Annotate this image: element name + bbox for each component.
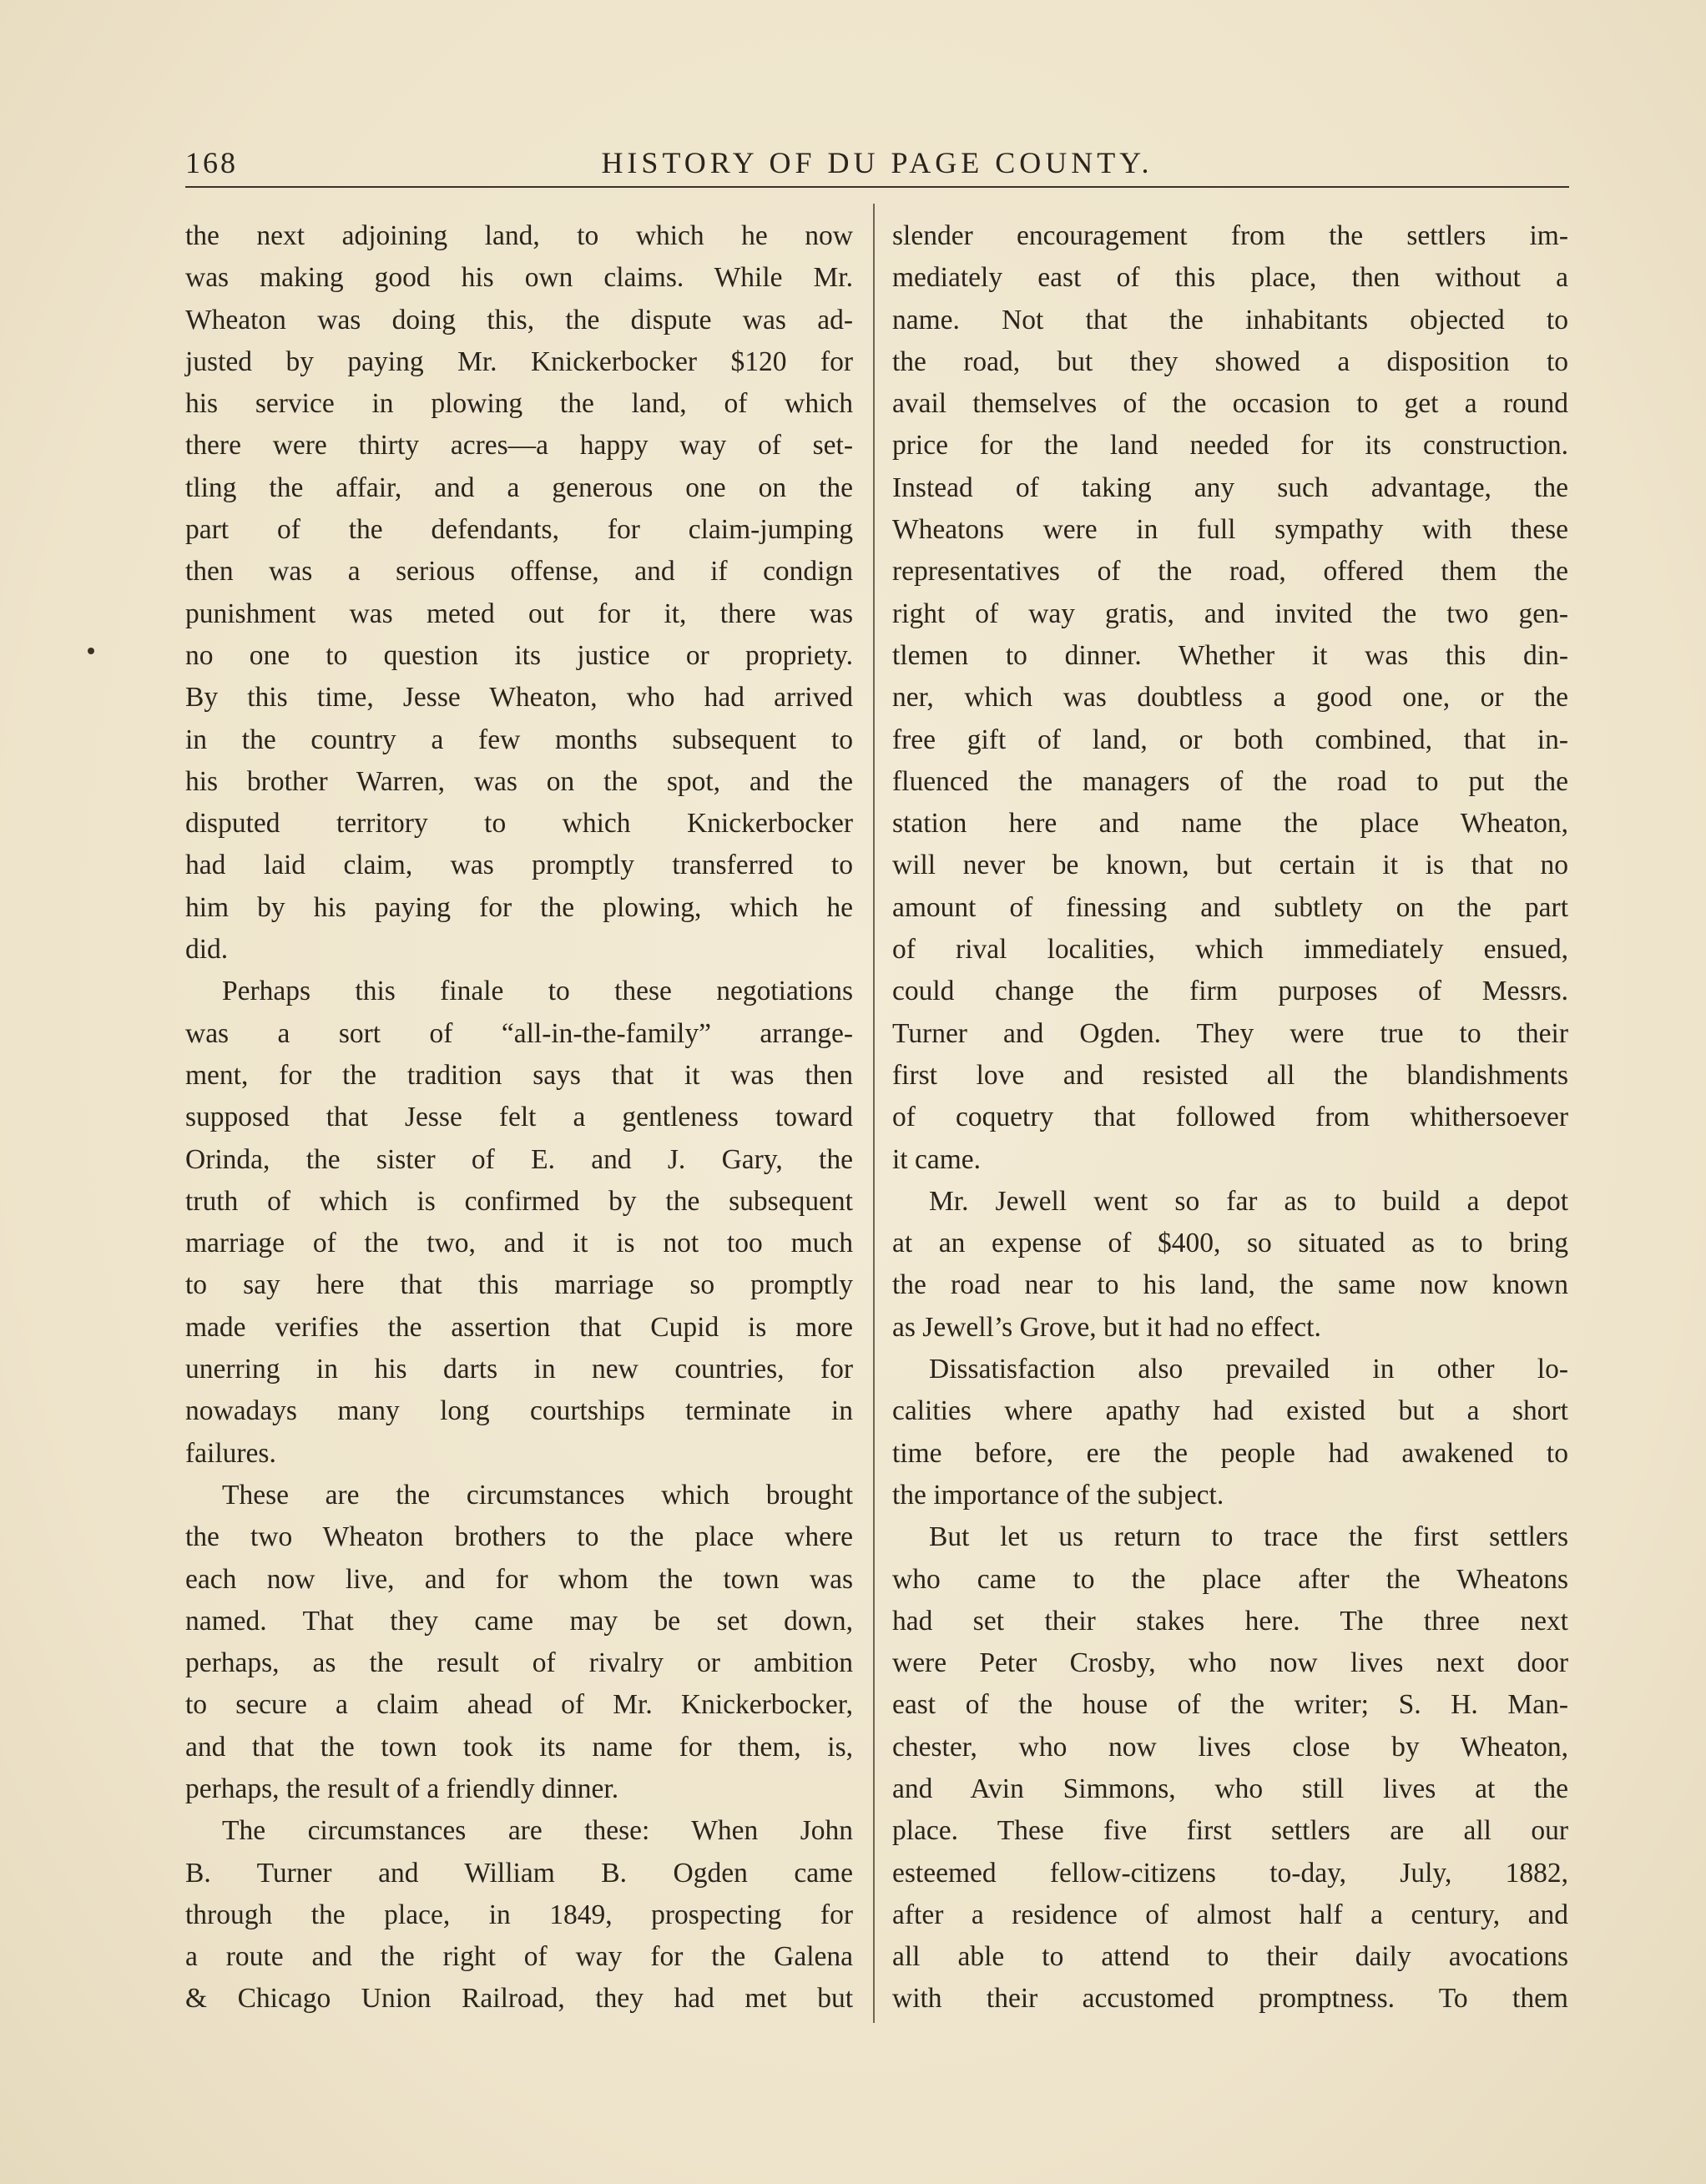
text-line: fluenced the managers of the road to put the — [892, 765, 1568, 797]
text-line: named. That they came may be set down, — [185, 1605, 853, 1637]
text-line: Wheatons were in full sympathy with these — [892, 514, 1568, 546]
text-line: punishment was meted out for it, there was — [185, 598, 853, 629]
text-line: the road near to his land, the same now known — [892, 1269, 1568, 1301]
text-line: the next adjoining land, to which he now — [185, 220, 853, 251]
text-line: calities where apathy had existed but a short — [892, 1395, 1568, 1427]
text-line: right of way gratis, and invited the two gen- — [892, 598, 1568, 629]
text-line: made verifies the assertion that Cupid is more — [185, 1311, 853, 1343]
page-number: 168 — [185, 146, 238, 179]
text-line: at an expense of $400, so situated as to bring — [892, 1228, 1568, 1259]
header-rule — [185, 186, 1569, 188]
text-line: each now live, and for whom the town was — [185, 1563, 853, 1595]
text-line: Orinda, the sister of E. and J. Gary, the — [185, 1143, 853, 1175]
text-line: will never be known, but certain it is that no — [892, 850, 1568, 881]
text-line: ment, for the tradition says that it was then — [185, 1059, 853, 1091]
text-line: truth of which is confirmed by the subsequent — [185, 1185, 853, 1217]
text-line: Turner and Ogden. They were true to their — [892, 1017, 1568, 1049]
text-line: there were thirty acres—a happy way of set- — [185, 430, 853, 462]
text-line: mediately east of this place, then without a — [892, 262, 1568, 294]
text-line: avail themselves of the occasion to get a round — [892, 388, 1568, 420]
text-line: the two Wheaton brothers to the place where — [185, 1521, 853, 1553]
text-line: was a sort of “all-in-the-family” arrange- — [185, 1017, 853, 1049]
text-line: and Avin Simmons, who still lives at the — [892, 1773, 1568, 1804]
text-line: slender encouragement from the settlers im- — [892, 220, 1568, 251]
text-line: justed by paying Mr. Knickerbocker $120 for — [185, 346, 853, 377]
text-line: first love and resisted all the blandishments — [892, 1059, 1568, 1091]
text-line: esteemed fellow-citizens to-day, July, 1882, — [892, 1857, 1568, 1889]
text-line: after a residence of almost half a century, and — [892, 1899, 1568, 1930]
text-line: the road, but they showed a disposition to — [892, 346, 1568, 377]
text-line: nowadays many long courtships terminate in — [185, 1395, 853, 1427]
left-column — [185, 215, 853, 2020]
text-line: as Jewell’s Grove, but it had no effect. — [892, 1311, 1321, 1343]
text-line: the importance of the subject. — [892, 1479, 1224, 1511]
text-line: had laid claim, was promptly transferred to — [185, 850, 853, 881]
text-line: of coquetry that followed from whithersoever — [892, 1102, 1568, 1133]
text-line: with their accustomed promptness. To them — [892, 1983, 1568, 2015]
running-head — [185, 140, 1569, 187]
text-line: station here and name the place Wheaton, — [892, 808, 1568, 840]
text-line: was making good his own claims. While Mr. — [185, 262, 853, 294]
ink-speck — [88, 648, 94, 654]
text-line: in the country a few months subsequent to — [185, 724, 853, 755]
text-line: to secure a claim ahead of Mr. Knickerbocker, — [185, 1689, 853, 1721]
text-line: to say here that this marriage so promptly — [185, 1269, 853, 1301]
text-line: could change the firm purposes of Messrs. — [892, 976, 1568, 1007]
text-line: east of the house of the writer; S. H. Man- — [892, 1689, 1568, 1721]
text-line: failures. — [185, 1437, 276, 1469]
text-line: marriage of the two, and it is not too much — [185, 1228, 853, 1259]
text-line: & Chicago Union Railroad, they had met but — [185, 1983, 853, 2015]
text-line: disputed territory to which Knickerbocker — [185, 808, 853, 840]
page-title: HISTORY OF DU PAGE COUNTY. — [601, 146, 1153, 179]
text-line: his brother Warren, was on the spot, and the — [185, 765, 853, 797]
text-line: perhaps, as the result of rivalry or ambition — [185, 1647, 853, 1679]
text-line: Wheaton was doing this, the dispute was ad- — [185, 304, 853, 335]
text-line: chester, who now lives close by Wheaton, — [892, 1731, 1568, 1763]
text-line: place. These five first settlers are all our — [892, 1815, 1568, 1847]
text-line: supposed that Jesse felt a gentleness toward — [185, 1102, 853, 1133]
text-line: These are the circumstances which brought — [222, 1479, 853, 1511]
text-line: Mr. Jewell went so far as to build a depot — [929, 1185, 1568, 1217]
text-line: tlemen to dinner. Whether it was this din- — [892, 639, 1568, 671]
text-line: through the place, in 1849, prospecting for — [185, 1899, 853, 1930]
text-line: price for the land needed for its construction. — [892, 430, 1568, 462]
text-line: ner, which was doubtless a good one, or the — [892, 682, 1568, 714]
text-line: and that the town took its name for them, is, — [185, 1731, 853, 1763]
text-line: a route and the right of way for the Galena — [185, 1941, 853, 1973]
text-line: free gift of land, or both combined, that in- — [892, 724, 1568, 755]
text-line: his service in plowing the land, of which — [185, 388, 853, 420]
text-line: amount of finessing and subtlety on the part — [892, 891, 1568, 923]
text-line: then was a serious offense, and if condign — [185, 556, 853, 588]
text-line: him by his paying for the plowing, which he — [185, 891, 853, 923]
text-line: all able to attend to their daily avocations — [892, 1941, 1568, 1973]
right-column — [892, 215, 1568, 2020]
text-line: Dissatisfaction also prevailed in other lo- — [929, 1354, 1568, 1385]
text-line: of rival localities, which immediately ensued, — [892, 934, 1568, 966]
text-line: no one to question its justice or propriety. — [185, 639, 853, 671]
text-line: tling the affair, and a generous one on the — [185, 472, 853, 503]
text-line: did. — [185, 934, 229, 966]
text-line: The circumstances are these: When John — [222, 1815, 853, 1847]
text-line: were Peter Crosby, who now lives next door — [892, 1647, 1568, 1679]
text-line: But let us return to trace the first settlers — [929, 1521, 1568, 1553]
text-line: who came to the place after the Wheatons — [892, 1563, 1568, 1595]
text-line: perhaps, the result of a friendly dinner. — [185, 1773, 619, 1804]
text-line: name. Not that the inhabitants objected to — [892, 304, 1568, 335]
text-line: part of the defendants, for claim-jumping — [185, 514, 853, 546]
text-line: it came. — [892, 1143, 982, 1175]
text-line: Instead of taking any such advantage, the — [892, 472, 1568, 503]
text-line: had set their stakes here. The three next — [892, 1605, 1568, 1637]
text-line: B. Turner and William B. Ogden came — [185, 1857, 853, 1889]
text-line: representatives of the road, offered them the — [892, 556, 1568, 588]
text-line: time before, ere the people had awakened to — [892, 1437, 1568, 1469]
text-line: By this time, Jesse Wheaton, who had arrived — [185, 682, 853, 714]
text-line: Perhaps this finale to these negotiations — [222, 976, 853, 1007]
text-line: unerring in his darts in new countries, for — [185, 1354, 853, 1385]
column-divider — [873, 204, 875, 2023]
